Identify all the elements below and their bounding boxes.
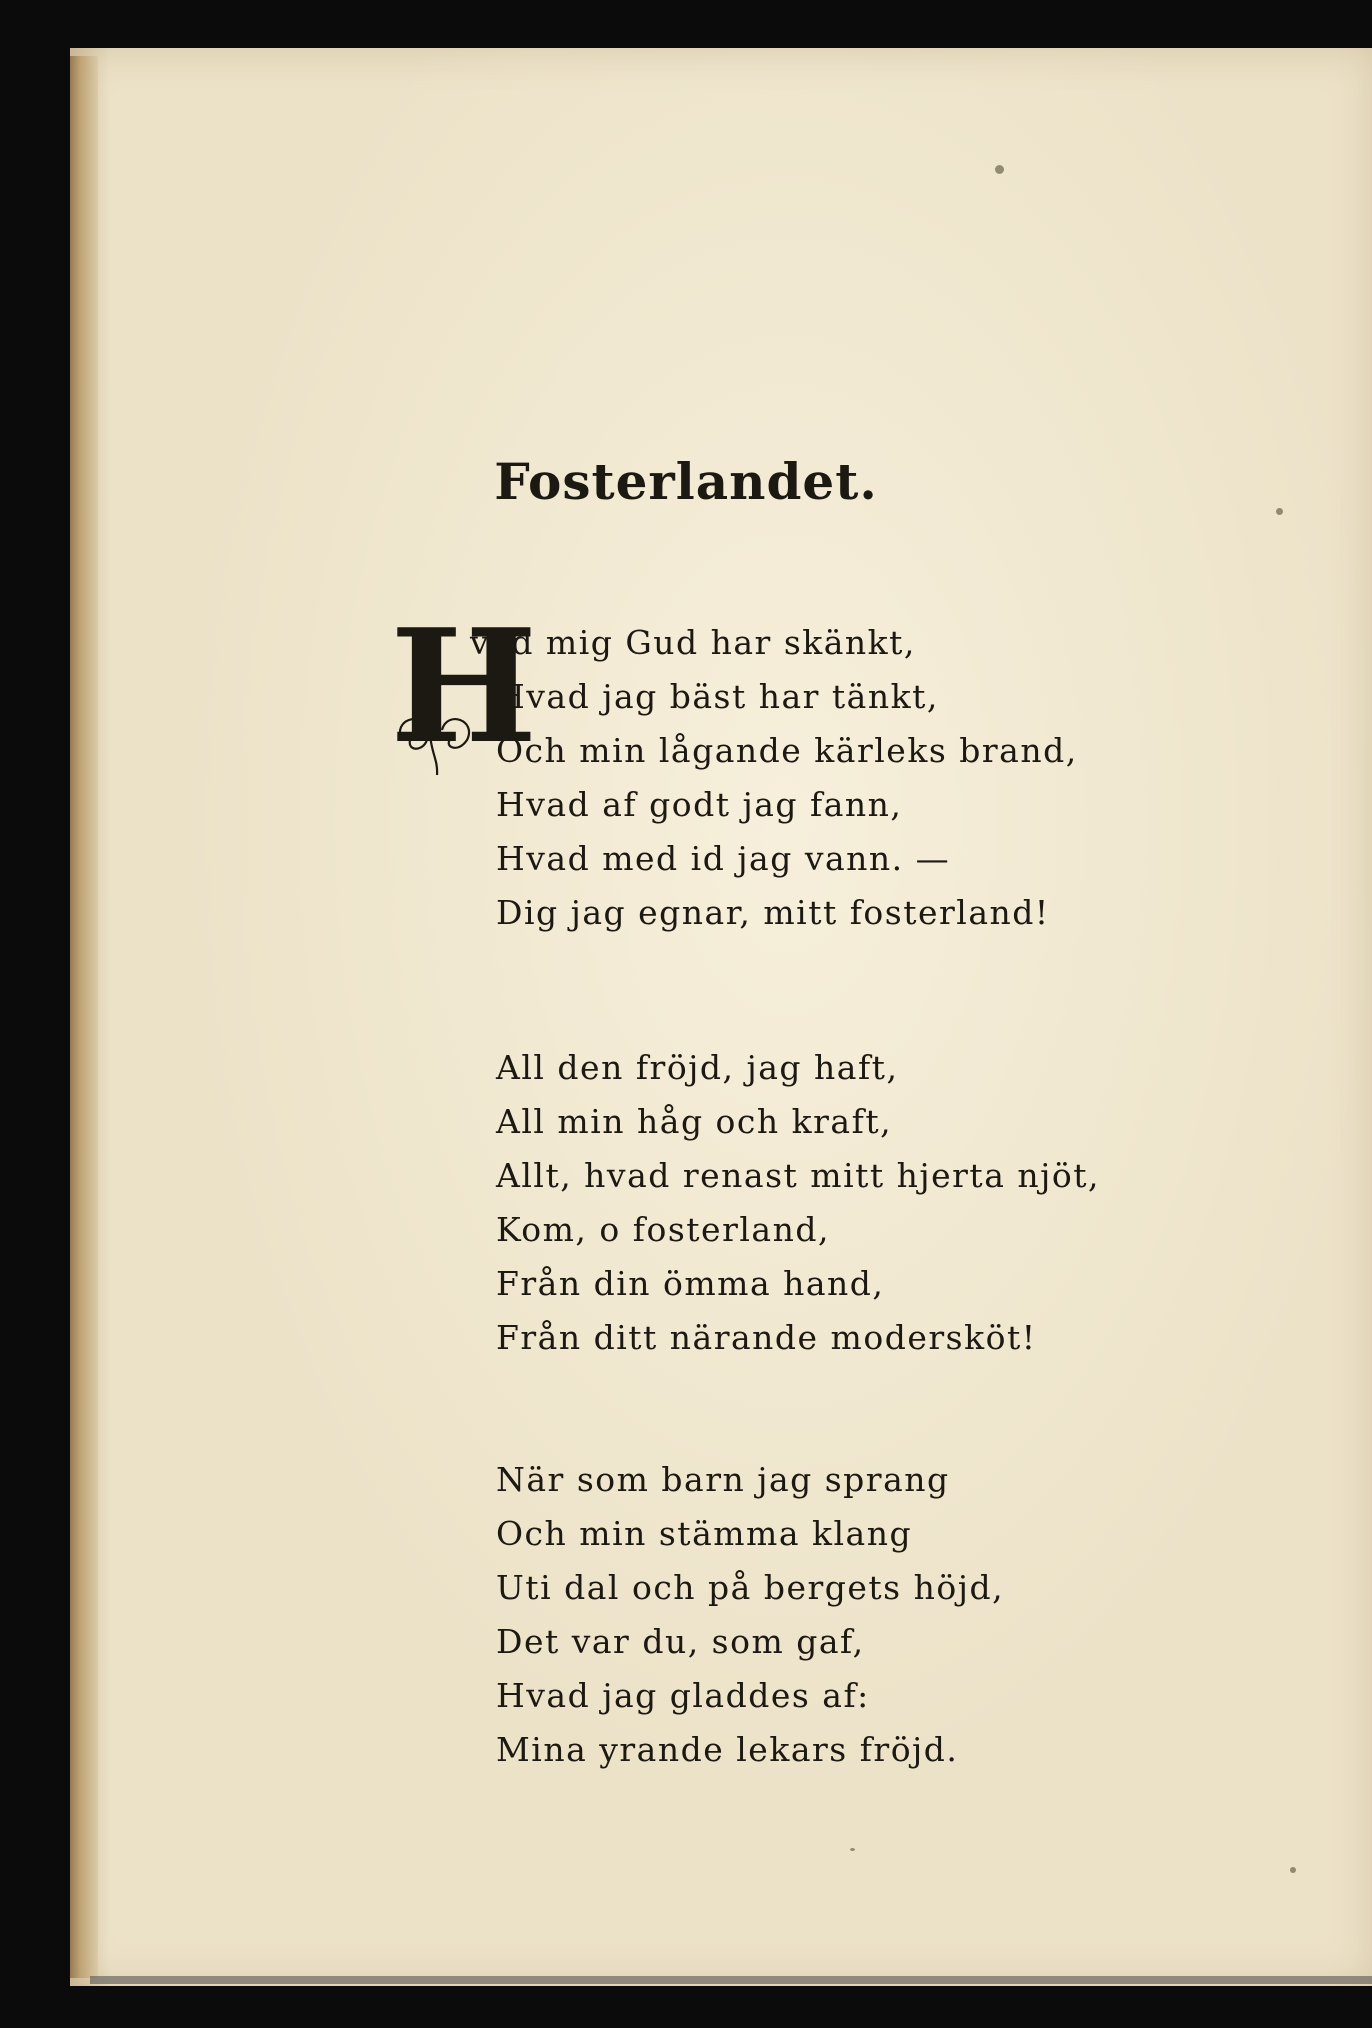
page-binding-edge <box>70 56 98 1978</box>
drop-cap-flourish-icon <box>382 700 492 780</box>
verse-line: Uti dal och på bergets höjd, <box>496 1568 1005 1607</box>
paper-speck <box>1290 1867 1296 1873</box>
verse-line: Hvad med id jag vann. — <box>496 839 951 878</box>
paper-speck <box>995 165 1004 174</box>
drop-cap-initial: H <box>390 595 538 778</box>
verse-line: Och min stämma klang <box>496 1514 913 1553</box>
verse-line: Från ditt närande modersköt! <box>496 1318 1037 1357</box>
verse-line: Allt, hvad renast mitt hjerta njöt, <box>496 1156 1100 1195</box>
stanza-1 <box>470 616 1078 940</box>
paper-speck <box>850 1848 855 1851</box>
verse-line: Och min lågande kärleks brand, <box>496 731 1078 770</box>
page-bottom-edge <box>90 1976 1372 1984</box>
verse-line: vad mig Gud har skänkt, <box>470 623 916 662</box>
verse-line: Hvad jag gladdes af: <box>496 1676 870 1715</box>
verse-line: När som barn jag sprang <box>496 1460 950 1499</box>
verse-line: Det var du, som gaf, <box>496 1622 865 1661</box>
verse-line: All min håg och kraft, <box>496 1102 893 1141</box>
verse-line: All den fröjd, jag haft, <box>496 1048 899 1087</box>
verse-line: Från din ömma hand, <box>496 1264 885 1303</box>
verse-line: Hvad af godt jag fann, <box>496 785 903 824</box>
verse-line: Hvad jag bäst har tänkt, <box>496 677 939 716</box>
stanza-2 <box>496 1041 1100 1365</box>
stanza-3 <box>496 1453 1004 1777</box>
verse-line: Mina yrande lekars fröjd. <box>496 1730 959 1769</box>
page-title: Fosterlandet. <box>494 451 878 511</box>
verse-line: Dig jag egnar, mitt fosterland! <box>496 893 1050 932</box>
verse-line: Kom, o fosterland, <box>496 1210 830 1249</box>
